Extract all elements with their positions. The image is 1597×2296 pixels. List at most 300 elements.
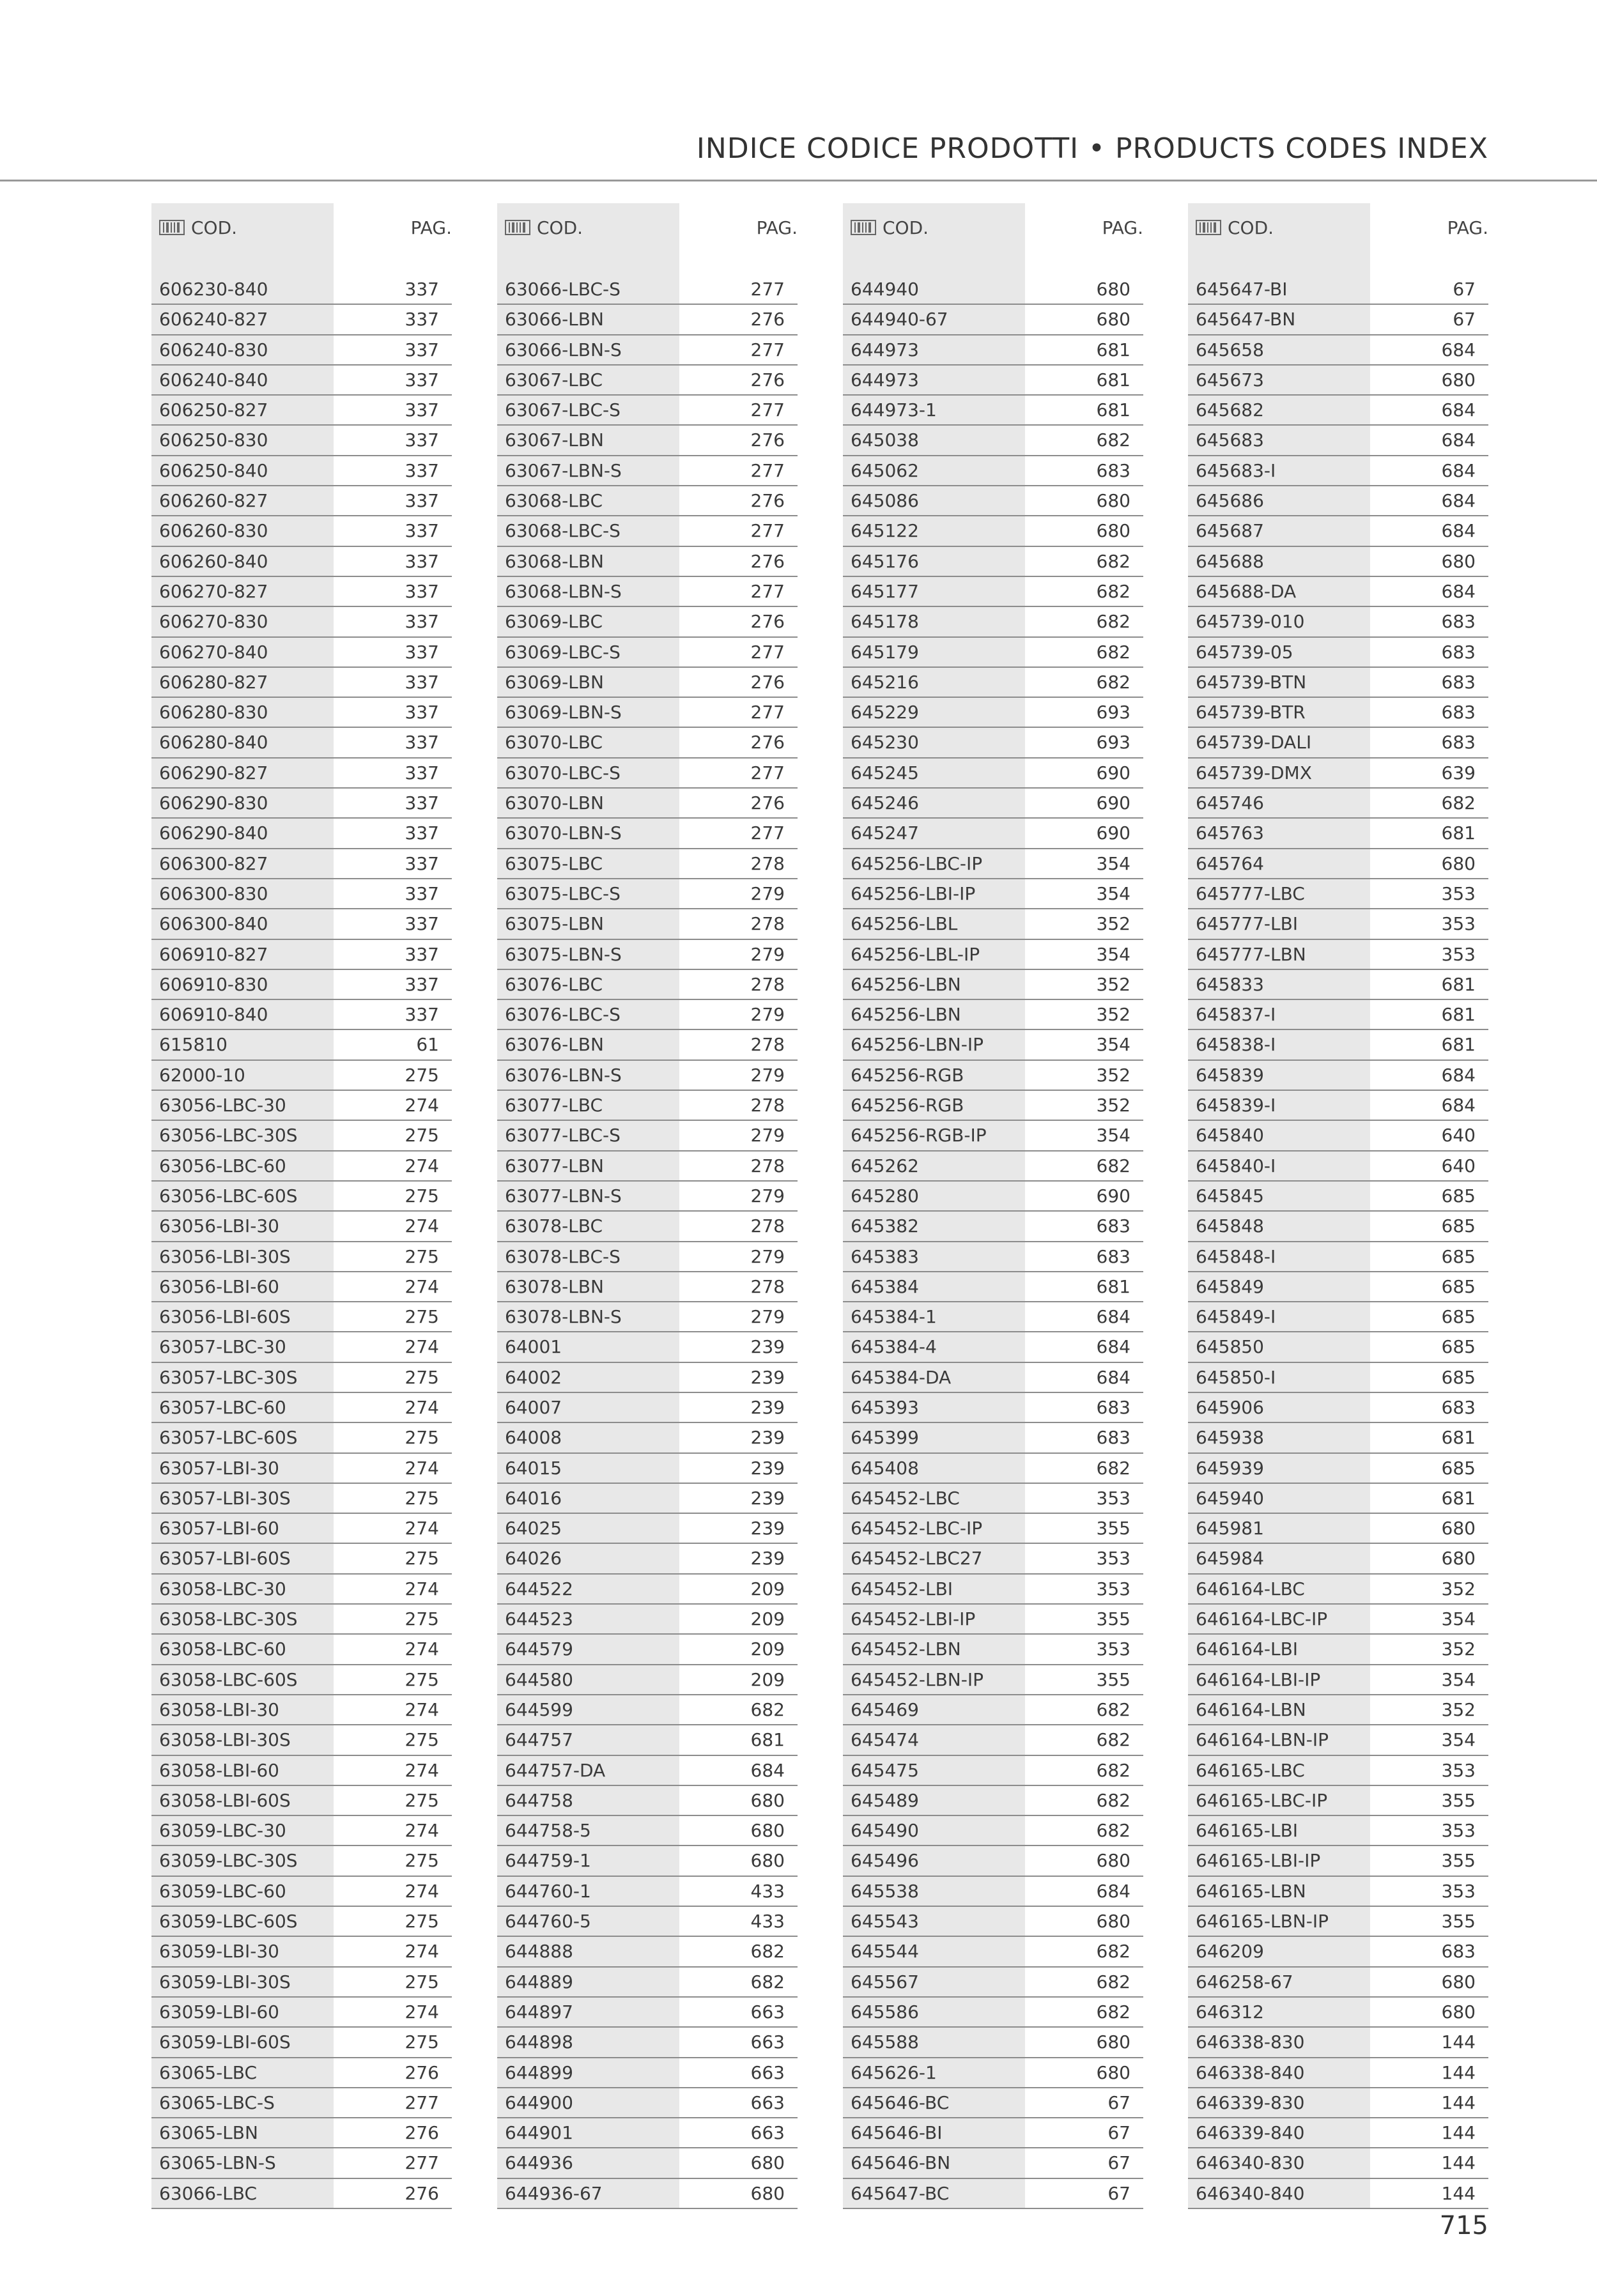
product-code: 645280 xyxy=(851,1185,919,1206)
product-code: 606230-840 xyxy=(159,279,268,300)
page-ref: 685 xyxy=(1441,1457,1476,1479)
product-code: 63056-LBI-60S xyxy=(159,1306,291,1328)
page-ref: 681 xyxy=(1441,1427,1476,1449)
index-row xyxy=(151,1454,452,1484)
index-row xyxy=(497,2028,798,2058)
product-code: 63077-LBN xyxy=(505,1155,604,1176)
product-code: 645544 xyxy=(851,1941,919,1962)
product-code: 645940 xyxy=(1196,1487,1264,1509)
index-row xyxy=(151,2148,452,2178)
page-ref: 337 xyxy=(405,490,439,512)
page-ref: 683 xyxy=(1441,641,1476,663)
product-code: 645848 xyxy=(1196,1215,1264,1237)
index-row xyxy=(843,1514,1143,1544)
product-code: 63065-LBC-S xyxy=(159,2092,275,2113)
product-code: 645452-LBC-IP xyxy=(851,1518,983,1539)
index-row xyxy=(843,1454,1143,1484)
product-code: 645384-1 xyxy=(851,1306,937,1328)
product-code: 645543 xyxy=(851,1911,919,1932)
product-code: 645845 xyxy=(1196,1185,1264,1206)
product-code: 63059-LBI-30 xyxy=(159,1941,279,1962)
product-code: 63056-LBI-60 xyxy=(159,1275,279,1297)
page-ref: 682 xyxy=(1096,2001,1130,2022)
index-row xyxy=(497,940,798,970)
page-ref: 663 xyxy=(750,2092,785,2113)
index-row xyxy=(497,1212,798,1242)
product-code: 645256-LBL xyxy=(851,913,958,935)
product-code: 645179 xyxy=(851,641,919,663)
product-code: 63078-LBC xyxy=(505,1215,603,1237)
index-row xyxy=(843,2179,1143,2209)
page-ref: 354 xyxy=(1096,1125,1130,1146)
index-row xyxy=(151,1152,452,1182)
product-code: 645177 xyxy=(851,580,919,602)
index-row xyxy=(1188,2179,1488,2209)
product-code: 646209 xyxy=(1196,1941,1264,1962)
index-row xyxy=(151,607,452,637)
index-row xyxy=(843,1423,1143,1453)
index-row xyxy=(1188,940,1488,970)
index-row xyxy=(1188,1363,1488,1393)
page-ref: 276 xyxy=(750,309,785,330)
product-code: 606290-830 xyxy=(159,792,268,814)
product-code: 63070-LBN-S xyxy=(505,822,622,844)
page-ref: 337 xyxy=(405,913,439,935)
index-row xyxy=(151,335,452,366)
index-row xyxy=(1188,335,1488,366)
index-row xyxy=(1188,1937,1488,1967)
index-row xyxy=(151,1000,452,1030)
page-ref: 685 xyxy=(1441,1245,1476,1267)
page-ref: 681 xyxy=(1441,1034,1476,1056)
page-ref: 337 xyxy=(405,459,439,481)
product-code: 63057-LBI-30 xyxy=(159,1457,279,1479)
page-ref: 275 xyxy=(405,2031,439,2053)
page-ref: 276 xyxy=(405,2061,439,2083)
index-row xyxy=(1188,1272,1488,1302)
product-code: 63056-LBC-60 xyxy=(159,1155,286,1176)
product-code: 644898 xyxy=(505,2031,573,2053)
product-code: 646165-LBI-IP xyxy=(1196,1850,1321,1872)
product-code: 645646-BN xyxy=(851,2152,951,2174)
index-row xyxy=(1188,1544,1488,1574)
index-row xyxy=(151,1695,452,1725)
index-row xyxy=(1188,698,1488,728)
product-code: 646164-LBI xyxy=(1196,1638,1299,1660)
product-code: 645474 xyxy=(851,1729,919,1751)
index-row xyxy=(497,1121,798,1151)
page-ref: 354 xyxy=(1096,882,1130,904)
product-code: 63056-LBC-30S xyxy=(159,1125,298,1146)
product-code: 63068-LBN-S xyxy=(505,580,622,602)
index-row xyxy=(497,456,798,486)
index-row xyxy=(843,1937,1143,1967)
product-code: 63066-LBC-S xyxy=(505,279,621,300)
index-row xyxy=(497,335,798,366)
product-code: 645038 xyxy=(851,429,919,451)
product-code: 645490 xyxy=(851,1820,919,1842)
index-row xyxy=(497,305,798,335)
index-row xyxy=(1188,516,1488,546)
product-code: 645086 xyxy=(851,490,919,512)
index-row xyxy=(1188,1061,1488,1091)
page-ref: 684 xyxy=(1441,580,1476,602)
page-ref: 682 xyxy=(1096,1820,1130,1842)
product-code: 63076-LBN xyxy=(505,1034,604,1056)
index-row xyxy=(497,1423,798,1453)
index-row xyxy=(151,1393,452,1423)
product-code: 645452-LBN-IP xyxy=(851,1668,984,1690)
page-ref: 683 xyxy=(1441,732,1476,753)
product-code: 645739-BTR xyxy=(1196,702,1306,723)
product-code: 644901 xyxy=(505,2122,573,2144)
index-row xyxy=(843,1846,1143,1876)
product-code: 644888 xyxy=(505,1941,573,1962)
index-row xyxy=(497,909,798,939)
page-ref: 680 xyxy=(750,2182,785,2204)
index-row xyxy=(843,698,1143,728)
index-row xyxy=(151,1121,452,1151)
product-code: 644900 xyxy=(505,2092,573,2113)
index-row xyxy=(843,456,1143,486)
page-ref: 685 xyxy=(1441,1366,1476,1388)
page-ref: 684 xyxy=(1096,1366,1130,1388)
index-row xyxy=(843,1635,1143,1665)
product-code: 645245 xyxy=(851,762,919,783)
index-row xyxy=(843,1030,1143,1060)
index-row xyxy=(151,1635,452,1665)
page-ref: 279 xyxy=(750,882,785,904)
page-ref: 276 xyxy=(750,611,785,633)
product-code: 646165-LBC-IP xyxy=(1196,1789,1328,1811)
product-code: 645938 xyxy=(1196,1427,1264,1449)
index-row xyxy=(497,1907,798,1937)
index-row xyxy=(1188,1907,1488,1937)
index-row xyxy=(1188,1695,1488,1725)
page-ref: 684 xyxy=(1441,459,1476,481)
index-row xyxy=(1188,366,1488,396)
product-code: 644579 xyxy=(505,1638,573,1660)
page-ref: 277 xyxy=(750,459,785,481)
page-ref: 352 xyxy=(1441,1578,1476,1599)
page-ref: 239 xyxy=(750,1396,785,1418)
product-code: 63078-LBN-S xyxy=(505,1306,622,1328)
product-code: 63069-LBN-S xyxy=(505,702,622,723)
index-row xyxy=(497,728,798,758)
page-ref: 684 xyxy=(1096,1880,1130,1902)
index-row xyxy=(843,728,1143,758)
product-code: 645647-BC xyxy=(851,2182,950,2204)
index-row xyxy=(151,849,452,879)
page-ref: 239 xyxy=(750,1487,785,1509)
page-ref: 684 xyxy=(1441,399,1476,421)
page-ref: 684 xyxy=(1441,1095,1476,1116)
product-code: 606280-827 xyxy=(159,671,268,693)
page-ref: 239 xyxy=(750,1518,785,1539)
page-ref: 337 xyxy=(405,611,439,633)
page-ref: 352 xyxy=(1441,1638,1476,1660)
page-ref: 337 xyxy=(405,702,439,723)
page-ref: 681 xyxy=(1441,1004,1476,1026)
product-code: 606260-830 xyxy=(159,520,268,542)
index-row xyxy=(843,1393,1143,1423)
product-code: 645838-I xyxy=(1196,1034,1276,1056)
page-ref: 353 xyxy=(1441,1880,1476,1902)
page-header-label: PAG. xyxy=(410,217,452,238)
product-code: 63076-LBC xyxy=(505,973,603,995)
index-row xyxy=(843,1484,1143,1514)
page-ref: 275 xyxy=(405,1729,439,1751)
product-code: 63059-LBC-60S xyxy=(159,1911,298,1932)
page-ref: 682 xyxy=(1096,429,1130,451)
product-code: 645833 xyxy=(1196,973,1264,995)
product-code: 63057-LBI-30S xyxy=(159,1487,291,1509)
page-ref: 275 xyxy=(405,1911,439,1932)
product-code: 645122 xyxy=(851,520,919,542)
page-ref: 685 xyxy=(1441,1306,1476,1328)
product-code: 645399 xyxy=(851,1427,919,1449)
page-ref: 355 xyxy=(1096,1608,1130,1630)
page-ref: 640 xyxy=(1441,1125,1476,1146)
page-ref: 681 xyxy=(750,1729,785,1751)
product-code: 645262 xyxy=(851,1155,919,1176)
index-row xyxy=(497,486,798,516)
page-ref: 680 xyxy=(1096,490,1130,512)
index-row xyxy=(843,2148,1143,2178)
product-code: 63069-LBC-S xyxy=(505,641,621,663)
page-ref: 239 xyxy=(750,1427,785,1449)
page-ref: 663 xyxy=(750,2001,785,2022)
index-column-3 xyxy=(843,203,1143,2209)
index-row xyxy=(1188,486,1488,516)
page-ref: 681 xyxy=(1441,822,1476,844)
product-code: 645452-LBI xyxy=(851,1578,953,1599)
page-ref: 278 xyxy=(750,1155,785,1176)
index-row xyxy=(151,1423,452,1453)
product-code: 63059-LBC-60 xyxy=(159,1880,286,1902)
page-ref: 61 xyxy=(416,1034,439,1056)
index-row xyxy=(1188,1030,1488,1060)
product-code: 63068-LBN xyxy=(505,550,604,572)
product-code: 646164-LBN xyxy=(1196,1699,1306,1720)
page-ref: 274 xyxy=(405,1578,439,1599)
index-row xyxy=(497,1544,798,1574)
page-ref: 682 xyxy=(1096,611,1130,633)
page-ref: 354 xyxy=(1096,852,1130,874)
product-code: 645452-LBC xyxy=(851,1487,960,1509)
index-row xyxy=(843,2058,1143,2088)
page-ref: 275 xyxy=(405,1487,439,1509)
index-row xyxy=(151,2028,452,2058)
page-ref: 276 xyxy=(750,490,785,512)
page-ref: 355 xyxy=(1096,1518,1130,1539)
barcode-icon xyxy=(851,220,876,235)
index-row xyxy=(843,547,1143,577)
product-code: 645764 xyxy=(1196,852,1264,874)
page-ref: 680 xyxy=(1096,1850,1130,1872)
page-ref: 274 xyxy=(405,1759,439,1781)
index-row xyxy=(1188,1725,1488,1755)
page-ref: 275 xyxy=(405,1064,439,1086)
page-ref: 640 xyxy=(1441,1155,1476,1176)
index-row xyxy=(151,1998,452,2028)
page-ref: 274 xyxy=(405,1275,439,1297)
product-code: 645538 xyxy=(851,1880,919,1902)
index-row xyxy=(843,1544,1143,1574)
product-code: 645658 xyxy=(1196,339,1264,360)
product-code: 64016 xyxy=(505,1487,562,1509)
product-code: 644940-67 xyxy=(851,309,948,330)
page-ref: 680 xyxy=(1096,520,1130,542)
product-code: 63078-LBN xyxy=(505,1275,604,1297)
index-column-2 xyxy=(497,203,798,2209)
product-code: 63056-LBI-30 xyxy=(159,1215,279,1237)
index-row xyxy=(497,1272,798,1302)
page-ref: 693 xyxy=(1096,702,1130,723)
page-ref: 639 xyxy=(1441,762,1476,783)
product-code: 63056-LBC-30 xyxy=(159,1095,286,1116)
page-ref: 355 xyxy=(1441,1789,1476,1811)
page-ref: 683 xyxy=(1441,671,1476,693)
page-ref: 67 xyxy=(1107,2182,1130,2204)
page-ref: 278 xyxy=(750,852,785,874)
page-header-label: PAG. xyxy=(756,217,798,238)
product-code: 63066-LBN-S xyxy=(505,339,622,360)
index-row xyxy=(843,607,1143,637)
page-ref: 690 xyxy=(1096,762,1130,783)
page-ref: 279 xyxy=(750,1245,785,1267)
index-row xyxy=(843,1877,1143,1907)
index-row xyxy=(497,1665,798,1695)
page-ref: 276 xyxy=(750,550,785,572)
page-ref: 276 xyxy=(750,792,785,814)
index-row xyxy=(497,1937,798,1967)
product-code: 63068-LBC xyxy=(505,490,603,512)
product-code: 63058-LBC-30S xyxy=(159,1608,298,1630)
page-ref: 682 xyxy=(1096,550,1130,572)
page-ref: 277 xyxy=(750,520,785,542)
product-code: 645246 xyxy=(851,792,919,814)
product-code: 644973 xyxy=(851,369,919,390)
product-code: 64025 xyxy=(505,1518,562,1539)
page-ref: 337 xyxy=(405,641,439,663)
page-ref: 275 xyxy=(405,1366,439,1388)
index-row xyxy=(843,516,1143,546)
page-ref: 276 xyxy=(750,671,785,693)
index-row xyxy=(1188,909,1488,939)
product-code: 645452-LBN xyxy=(851,1638,961,1660)
page-ref: 275 xyxy=(405,1850,439,1872)
product-code: 644580 xyxy=(505,1668,573,1690)
product-code: 63059-LBI-60 xyxy=(159,2001,279,2022)
product-code: 606910-840 xyxy=(159,1004,268,1026)
product-code: 645981 xyxy=(1196,1518,1264,1539)
index-row xyxy=(151,728,452,758)
product-code: 645384-DA xyxy=(851,1366,952,1388)
product-code: 644973-1 xyxy=(851,399,937,421)
index-row xyxy=(1188,1302,1488,1332)
product-code: 644523 xyxy=(505,1608,573,1630)
index-row xyxy=(151,1272,452,1302)
product-code: 645688 xyxy=(1196,550,1264,572)
page-ref: 685 xyxy=(1441,1215,1476,1237)
index-row xyxy=(497,849,798,879)
page-ref: 274 xyxy=(405,1880,439,1902)
page-ref: 277 xyxy=(750,580,785,602)
page-ref: 680 xyxy=(1441,852,1476,874)
product-code: 645626-1 xyxy=(851,2061,937,2083)
index-row xyxy=(497,1725,798,1755)
page-ref: 277 xyxy=(750,399,785,421)
page-ref: 337 xyxy=(405,732,439,753)
index-row xyxy=(843,1575,1143,1605)
header-divider xyxy=(0,180,1597,181)
index-row xyxy=(1188,2148,1488,2178)
index-row xyxy=(1188,547,1488,577)
index-row xyxy=(497,2179,798,2209)
index-row xyxy=(497,396,798,426)
product-code: 645849-I xyxy=(1196,1306,1276,1328)
page-ref: 663 xyxy=(750,2122,785,2144)
index-row xyxy=(1188,1332,1488,1362)
product-code: 63075-LBC-S xyxy=(505,882,621,904)
index-row xyxy=(1188,1484,1488,1514)
product-code: 645683-I xyxy=(1196,459,1276,481)
index-row xyxy=(497,1575,798,1605)
page-ref: 681 xyxy=(1441,1487,1476,1509)
product-code: 645739-DALI xyxy=(1196,732,1312,753)
product-code: 64008 xyxy=(505,1427,562,1449)
product-code: 63067-LBN-S xyxy=(505,459,622,481)
page-ref: 275 xyxy=(405,1971,439,1992)
product-code: 646338-830 xyxy=(1196,2031,1305,2053)
product-code: 646338-840 xyxy=(1196,2061,1305,2083)
product-code: 646312 xyxy=(1196,2001,1264,2022)
page-ref: 353 xyxy=(1441,913,1476,935)
page-ref: 680 xyxy=(1096,1911,1130,1932)
index-row xyxy=(151,2088,452,2118)
page-ref: 352 xyxy=(1096,1095,1130,1116)
index-row xyxy=(1188,426,1488,456)
page-ref: 209 xyxy=(750,1608,785,1630)
page-header-label: PAG. xyxy=(1447,217,1488,238)
index-row xyxy=(497,638,798,668)
page-ref: 67 xyxy=(1453,279,1476,300)
index-row xyxy=(151,1816,452,1846)
product-code: 645452-LBC27 xyxy=(851,1548,983,1569)
index-row xyxy=(151,1756,452,1786)
page-ref: 684 xyxy=(1441,1064,1476,1086)
page-ref: 278 xyxy=(750,1275,785,1297)
product-code: 63057-LBC-30 xyxy=(159,1336,286,1358)
page-ref: 682 xyxy=(750,1699,785,1720)
page-ref: 682 xyxy=(1096,1699,1130,1720)
index-row xyxy=(151,305,452,335)
index-row xyxy=(151,486,452,516)
index-row xyxy=(843,879,1143,909)
page-ref: 682 xyxy=(750,1971,785,1992)
index-row xyxy=(151,1484,452,1514)
barcode-icon xyxy=(159,220,185,235)
page-ref: 682 xyxy=(1441,792,1476,814)
index-row xyxy=(1188,1212,1488,1242)
index-row xyxy=(1188,1514,1488,1544)
page-ref: 682 xyxy=(1096,641,1130,663)
index-row xyxy=(843,426,1143,456)
page-ref: 275 xyxy=(405,1306,439,1328)
index-row xyxy=(843,335,1143,366)
product-code: 644760-1 xyxy=(505,1880,591,1902)
